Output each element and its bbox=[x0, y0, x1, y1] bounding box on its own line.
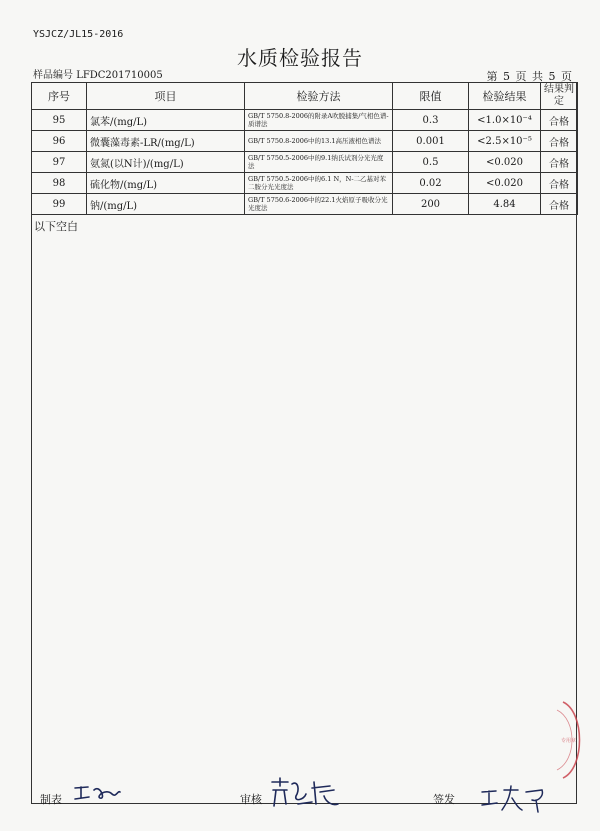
table-row bbox=[32, 110, 578, 131]
cell-judgement: 合格 bbox=[541, 131, 578, 152]
header-method: 检验方法 bbox=[245, 83, 393, 110]
cell-limit: 0.3 bbox=[393, 110, 469, 131]
header-seq: 序号 bbox=[32, 83, 87, 110]
page-info: 第 5 页 共 5 页 bbox=[486, 70, 572, 83]
header-item: 项目 bbox=[87, 83, 245, 110]
cell-item: 微囊藻毒素-LR/(mg/L) bbox=[87, 131, 245, 152]
document-code: YSJCZ/JL15-2016 bbox=[33, 29, 124, 40]
cell-judgement: 合格 bbox=[541, 173, 578, 194]
cell-judgement: 合格 bbox=[541, 110, 578, 131]
cell-method: GB/T 5750.5-2006中的6.1 N，N-二乙基对苯二胺分光光度法 bbox=[245, 173, 393, 194]
cell-seq: 96 bbox=[32, 131, 87, 152]
cell-result: <0.020 bbox=[469, 152, 541, 173]
cell-limit: 0.5 bbox=[393, 152, 469, 173]
cell-item: 钠/(mg/L) bbox=[87, 194, 245, 215]
cell-seq: 95 bbox=[32, 110, 87, 131]
blank-below-note: 以下空白 bbox=[34, 220, 78, 233]
cell-result: 4.84 bbox=[469, 194, 541, 215]
table-row bbox=[32, 194, 578, 215]
header-limit: 限值 bbox=[393, 83, 469, 110]
cell-result: <1.0×10⁻⁴ bbox=[469, 110, 541, 131]
cell-seq: 97 bbox=[32, 152, 87, 173]
cell-item: 硫化物/(mg/L) bbox=[87, 173, 245, 194]
cell-limit: 0.02 bbox=[393, 173, 469, 194]
cell-method: GB/T 5750.5-2006中的9.1纳氏试剂分光光度法 bbox=[245, 152, 393, 173]
cell-judgement: 合格 bbox=[541, 152, 578, 173]
table-row bbox=[32, 131, 578, 152]
sample-number-label: 样品编号 bbox=[33, 70, 73, 81]
approved-signature-icon bbox=[478, 784, 550, 814]
header-judgement: 结果判定 bbox=[541, 83, 578, 110]
cell-limit: 200 bbox=[393, 194, 469, 215]
cell-seq: 98 bbox=[32, 173, 87, 194]
reviewed-signature-icon bbox=[268, 776, 340, 810]
seal-stamp-icon bbox=[555, 700, 600, 780]
cell-seq: 99 bbox=[32, 194, 87, 215]
report-title: 水质检验报告 bbox=[237, 46, 363, 70]
cell-judgement: 合格 bbox=[541, 194, 578, 215]
cell-result: <0.020 bbox=[469, 173, 541, 194]
cell-item: 氨氮(以N计)/(mg/L) bbox=[87, 152, 245, 173]
results-table bbox=[31, 82, 578, 215]
table-header-row bbox=[32, 83, 578, 110]
cell-limit: 0.001 bbox=[393, 131, 469, 152]
header-result: 检验结果 bbox=[469, 83, 541, 110]
cell-result: <2.5×10⁻⁵ bbox=[469, 131, 541, 152]
sample-number bbox=[33, 66, 163, 81]
reviewed-by-label: 审核 bbox=[240, 793, 262, 806]
approved-by-label: 签发 bbox=[433, 793, 455, 806]
sample-number-value: LFDC201710005 bbox=[76, 70, 163, 81]
cell-method: GB/T 5750.6-2006中的22.1火焰原子吸收分光光度法 bbox=[245, 194, 393, 215]
prepared-signature-icon bbox=[72, 780, 122, 804]
cell-method: GB/T 5750.8-2006的附录A吹脱捕集/气相色谱-质谱法 bbox=[245, 110, 393, 131]
cell-method: GB/T 5750.8-2006中的13.1高压液相色谱法 bbox=[245, 131, 393, 152]
prepared-by-label: 制表 bbox=[40, 793, 62, 806]
svg-text:专用章: 专用章 bbox=[561, 738, 577, 744]
table-row bbox=[32, 152, 578, 173]
cell-item: 氯苯/(mg/L) bbox=[87, 110, 245, 131]
table-row bbox=[32, 173, 578, 194]
